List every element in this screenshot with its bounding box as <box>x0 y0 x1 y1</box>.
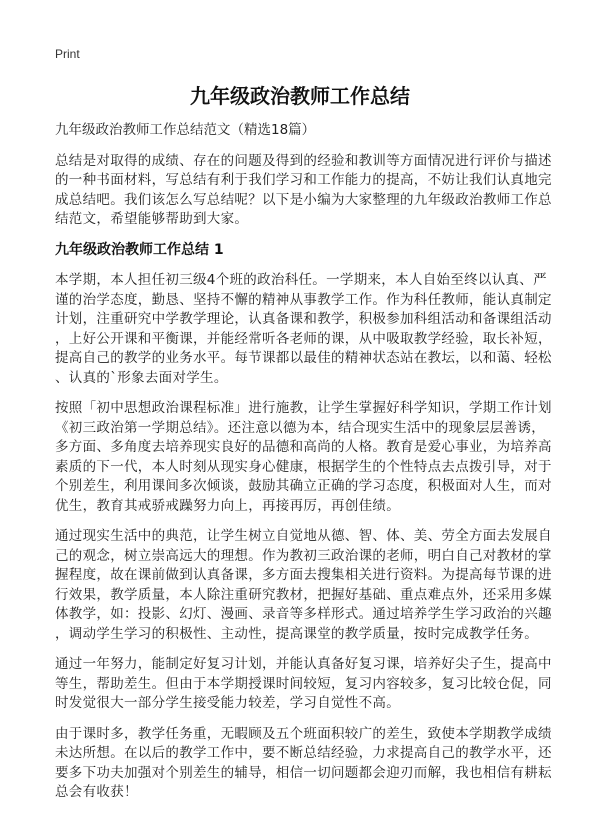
text-line: 总结是对取得的成绩、存在的问题及得到的经验和教训等方面情况进行评价与描述 <box>55 152 552 169</box>
text-line: 总会有收获！ <box>55 784 138 800</box>
text-line: 行效果，教学质量，本人除注重研究教材，把握好基础、重点难点外，还采用多媒 <box>55 586 552 603</box>
page-title: 九年级政治教师工作总结 <box>190 84 410 108</box>
document-body <box>55 121 565 814</box>
text-line: 通过现实生活中的典范，让学生树立自觉地从德、智、体、美、劳全方面去发展自 <box>55 528 552 544</box>
subtitle: 九年级政治教师工作总结范文（精选18篇） <box>55 122 316 138</box>
text-line: 握程度，故在课前做到认真备课，多方面去搜集相关进行资料。为提高每节课的进 <box>55 567 552 583</box>
text-line: 时发觉很大一部分学生接受能力较差，学习自觉性不高。 <box>55 695 400 711</box>
text-line: ，调动学生学习的积极性、主动性，提高课堂的教学质量，按时完成教学任务。 <box>55 625 538 642</box>
text-line: 计划，注重研究中学教学理论，认真备课和教学，积极参加科组活动和备课组活动 <box>55 311 552 327</box>
section-paragraphs <box>55 271 565 803</box>
paragraph <box>55 725 565 803</box>
text-line: 《初三政治第一学期总结》。还注意以德为本，结合现实生活中的现象层层善诱， <box>55 419 546 436</box>
text-line: 等生，帮助差生。但由于本学期授课时间较短，复习内容较多，复习比较仓促，同 <box>55 675 552 692</box>
text-line: 素质的下一代，本人时刻从现实身心健康，根据学生的个性特点去点拨引导，对于 <box>55 458 552 475</box>
text-line: 多方面、多角度去培养现实良好的品德和高尚的人格。教育是爱心事业，为培养高 <box>55 439 552 455</box>
text-line: 己的观念，树立崇高远大的理想。作为教初三政治课的老师，明白自己对教材的掌 <box>55 547 552 564</box>
paragraph <box>55 399 565 516</box>
paragraph <box>55 271 565 388</box>
text-line: 通过一年努力，能制定好复习计划，并能认真备好复习课，培养好尖子生，提高中 <box>55 656 552 672</box>
text-line: 优生，教育其戒骄戒躁努力向上，再接再厉，再创佳绩。 <box>55 497 400 514</box>
text-line: 体教学，如：投影、幻灯、漫画、录音等多样形式。通过培养学生学习政治的兴趣 <box>55 606 552 622</box>
text-line: 成总结吧。我们该怎么写总结呢？以下是小编为大家整理的九年级政治教师工作总 <box>55 191 552 208</box>
text-line: 的一种书面材料，写总结有利于我们学习和工作能力的提高，不妨让我们认真地完 <box>55 172 552 188</box>
text-line: 未达所想。在以后的教学工作中，要不断总结经验，力求提高自己的教学水平，还 <box>55 745 552 761</box>
text-line: 由于课时多，教学任务重，无暇顾及五个班面积较广的差生，致使本学期教学成绩 <box>55 725 552 742</box>
text-line: ，上好公开课和平衡课，并能经常听各老师的课，从中吸取教学经验，取长补短， <box>55 330 552 347</box>
section-heading: 九年级政治教师工作总结 1 <box>55 241 224 258</box>
text-line: 结范文，希望能够帮助到大家。 <box>55 211 249 227</box>
paragraph <box>55 655 565 714</box>
print-link[interactable]: Print <box>55 47 80 61</box>
text-line: 提高自己的教学的业务水平。每节课都以最佳的精神状态站在教坛，以和蔼、轻松 <box>55 350 552 366</box>
paragraph <box>55 527 565 644</box>
text-line: 个别差生，利用课间多次倾谈，鼓励其确立正确的学习态度，积极面对人生，而对 <box>55 478 552 494</box>
intro-paragraph <box>55 152 565 230</box>
text-line: 要多下功夫加强对个别差生的辅导，相信一切问题都会迎刃而解，我也相信有耕耘 <box>55 764 552 781</box>
text-line: 按照「初中思想政治课程标准」进行施教，让学生掌握好科学知识，学期工作计划 <box>55 400 552 416</box>
text-line: 谨的治学态度，勤恳、坚持不懈的精神从事教学工作。作为科任教师，能认真制定 <box>55 291 552 308</box>
text-line: 、认真的`形象去面对学生。 <box>55 369 228 386</box>
text-line: 本学期，本人担任初三级4个班的政治科任。一学期来，本人自始至终以认真、严 <box>55 272 547 288</box>
